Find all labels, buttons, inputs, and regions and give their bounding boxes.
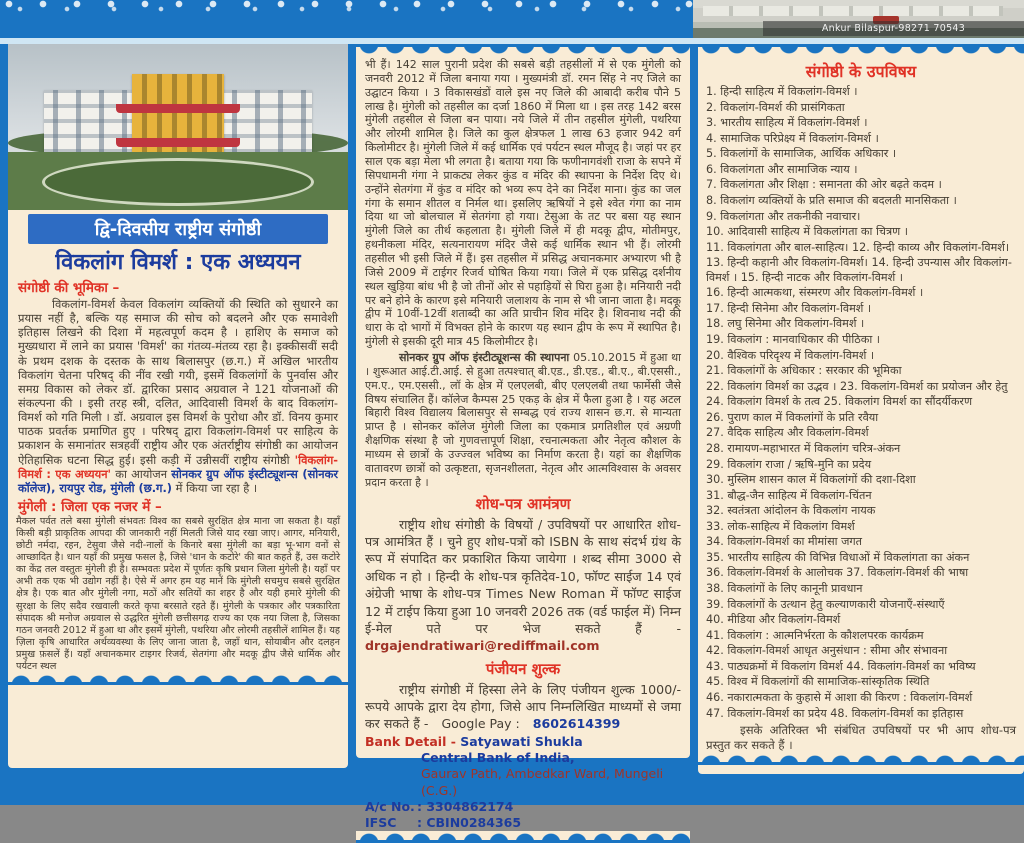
subtopic-item: 47. विकलांग-विमर्श का प्रदेय 48. विकलांग-विमर्श का इतिहास: [706, 706, 964, 720]
account-holder-name: Satyawati Shukla: [460, 733, 583, 749]
subtopic-item: 41. विकलांग : आत्मनिर्भरता के कौशलपरक कार्यक्रम: [706, 628, 924, 642]
middle-column: [356, 44, 690, 831]
gpay-number: 8602614399: [532, 716, 621, 732]
subtopic-item: 45. विश्व में विकलांगों की सामाजिक-सांस्कृतिक स्थिति: [706, 675, 930, 689]
role-text: में किया जा रहा है ।: [172, 480, 258, 495]
subtopic-item: 22. विकलांग विमर्श का उद्भव । 23. विकलांग-विमर्श का प्रयोजन और हेतु: [706, 379, 1008, 393]
bank-detail-label: Bank Detail -: [365, 733, 461, 749]
subtopic-item: 13. हिन्दी कहानी और विकलांग-विमर्श। 14. हिन्दी उपन्यास और विकलांग-विमर्श । 15. हिन्दी नाटक और विकलांग-विमर्श ।: [706, 256, 1012, 284]
subtopic-item: 7. विकलांगता और शिक्षा : समानता की ओर बढ़ते कदम ।: [706, 178, 942, 192]
role-text: विकलांग-विमर्श केवल विकलांग व्यक्तियों की स्थिति को सुधारने का प्रयास नहीं है, बल्कि यह समाज की सोच को बदलने और एक समावेशी इतिहास लिखने की दिशा में महत्वपूर्ण कदम है । हाशिए के समाज को मुख्यधारा में लाने का प्रयास 'विमर्श' का गंतव्य-मंतव्य रहा है। इक्कीसवीं सदी के प्रथम दशक के दस्तक के साथ बिलासपुर (छ.ग.) में अखिल भारतीय विकलांग चेतना परिषद् की नींव रखी गयी, इसमें विकलांगों के पुनर्वास और समग्र विकास को लेकर डॉ. द्वारिका प्रसाद अग्रवाल ने 121 योजनाओं की संकल्पना की । इसी तरह स्त्री, दलित, आदिवासी विमर्श के बाद विकलांग-विमर्श को गति मिली । डॉ. अग्रवाल इस विमर्श के पुरोधा और डॉ. विनय कुमार पाठक प्रवर्तक प्रमाणित हुए । परिषद् द्वारा विकलांग-विमर्श पर साहित्य के प्रकाशन के समानांतर सत्रहवीं राष्ट्रीय और एक अंतर्राष्ट्रीय संगोष्ठी का आयोजन ऐतिहासिक घटना सिद्ध हुई। इसी कड़ी में उन्नीसवीं राष्ट्रीय संगोष्ठी: [18, 297, 338, 467]
left-column: [8, 44, 348, 768]
registration-fee-heading: पंजीयन शुल्क: [485, 659, 561, 678]
page-title: विकलांग विमर्श : एक अध्ययन: [55, 250, 301, 275]
event-banner: द्वि-दिवसीय राष्ट्रीय संगोष्ठी: [28, 214, 328, 244]
subtopic-item: 42. विकलांग-विमर्श आधृत अनुसंधान : सीमा और संभावना: [706, 644, 948, 658]
bank-details: [365, 734, 681, 832]
venue-highlight: सोनकर ग्रुप ऑफ इंस्टीट्यूशन्स (सोनकर कॉलेज), रायपुर रोड, मुंगेली (छ.ग.): [18, 466, 338, 495]
gpay-label: Google Pay :: [441, 716, 524, 732]
subtopic-item: 24. विकलांग विमर्श के तत्व 25. विकलांग विमर्श का सौंदर्यीकरण: [706, 395, 973, 409]
paper-invite-paragraph: [365, 516, 681, 655]
registration-fee-paragraph: [365, 681, 681, 733]
subtopic-item: 34. विकलांग-विमर्श का मीमांसा जगत: [706, 535, 863, 549]
paper-invite-heading: शोध-पत्र आमंत्रण: [475, 494, 571, 513]
seminar-name-highlight: 'विकलांग-विमर्श : एक अध्ययन': [18, 452, 338, 481]
subtopics-list: [706, 85, 1016, 721]
subtopic-item: 43. पाठ्यक्रमों में विकलांग विमर्श 44. विकलांग-विमर्श का भविष्य: [706, 659, 976, 673]
seminar-role-paragraph: [18, 297, 338, 495]
red-awning: [116, 138, 240, 147]
wave-border-bottom: [8, 673, 348, 685]
top-banner-cropped-text: [0, 0, 695, 20]
additional-topics-note: इसके अतिरिक्त भी संबंधित उपविषयों पर भी आप शोध-पत्र प्रस्तुत कर सकते हैं ।: [706, 723, 1016, 753]
subtopic-item: 21. विकलांगों के अधिकार : सरकार की भूमिका: [706, 364, 902, 378]
subtopic-item: 8. विकलांग व्यक्तियों के प्रति समाज की बदलती मानसिकता ।: [706, 193, 957, 207]
wave-border-bottom: [356, 831, 690, 843]
subtopic-item: 9. विकलांगता और तकनीकी नवाचार।: [706, 209, 861, 223]
right-column: [698, 44, 1024, 774]
subtopic-item: 16. हिन्दी आत्मकथा, संस्मरण और विकलांग-विमर्श ।: [706, 286, 924, 300]
subtopic-item: 30. मुस्लिम शासन काल में विकलांगों की दशा-दिशा: [706, 473, 916, 487]
photo-credit: Ankur Bilaspur-98271 70543: [763, 21, 1024, 36]
account-number: : 3304862174: [417, 798, 514, 814]
subtopic-item: 11. विकलांगता और बाल-साहित्य। 12. हिन्दी काव्य और विकलांग-विमर्श।: [706, 240, 1010, 254]
subtopic-item: 4. सामाजिक परिप्रेक्ष्य में विकलांग-विमर्श ।: [706, 131, 879, 145]
seminar-role-heading: संगोष्ठी की भूमिका –: [18, 280, 120, 296]
subtopic-item: 18. लघु सिनेमा और विकलांग-विमर्श ।: [706, 317, 865, 331]
red-awning: [116, 104, 240, 113]
top-right-photo: [693, 0, 1024, 38]
bank-name: Central Bank of India,: [421, 750, 575, 766]
subtopic-item: 46. नकारात्मकता के कुहासे में आशा की किरण : विकलांग-विमर्श: [706, 690, 973, 704]
subtopic-item: 19. विकलांग : मानवाधिकार की पीठिका ।: [706, 333, 881, 346]
subtopics-heading: संगोष्ठी के उपविषय: [805, 62, 917, 81]
wave-border-top: [698, 44, 1024, 56]
college-intro-paragraph: [365, 351, 681, 490]
content-columns: [8, 44, 1024, 831]
subtopic-item: 26. पुराण काल में विकलांगों के प्रति रवैया: [706, 410, 879, 424]
subtopic-item: 2. विकलांग-विमर्श की प्रासंगिकता: [706, 100, 845, 114]
subtopic-item: 6. विकलांगता और सामाजिक न्याय ।: [706, 162, 858, 176]
subtopic-item: 32. स्वतंत्रता आंदोलन के विकलांग नायक: [706, 504, 876, 518]
lawn-oval: [42, 158, 314, 206]
invite-text: राष्ट्रीय शोध संगोष्ठी के विषयों / उपविषयों पर आधारित शोध-पत्र आमंत्रित हैं । चुने हुए शोध-पत्रों को ISBN के साथ संदर्भ ग्रंथ के रूप में संपादित कर प्रकाशित किया जायेगा । शब्द सीमा 3000 से अधिक न हो । हिन्दी के शोध-पत्र कृतिदेव-10, फॉण्ट साईज 14 एवं अंग्रेजी भाषा के शोध-पत्र Times New Roman में फॉण्ट साईज 12 में टाईप किया हुआ 10 जनवरी 2026 तक (वर्ड फाईल में) निम्न ई-मेल पते पर भेज सकते हैं -: [365, 516, 681, 636]
subtopic-item: 29. विकलांग राजा / ऋषि-मुनि का प्रदेय: [706, 457, 872, 471]
subtopic-item: 35. भारतीय साहित्य की विभिन्न विधाओं में विकलांगता का अंकन: [706, 550, 970, 564]
district-paragraph: मैकल पर्वत तले बसा मुंगेली संभवतः विश्व का सबसे सुरक्षित क्षेत्र माना जा सकता है। यहाँ किसी बड़ी प्राकृतिक आपदा की जानकारी नहीं मिलती जिसे याद रखा जाए। आगर, मनियारी, छोटी नर्मदा, रहन, टेसुवा जैसे नदी-नालों के किनारे बसा मुंगेली का बड़ा भू-भाग वनों से आच्छादित है। धान यहाँ की प्रमुख फसल है, जिसे 'धान के कटोरे' की बात कहते हैं, उस कटोरे का केंद्र तल वस्तुतः मुंगेली ही है। सम्भवतः प्रदेश में पूर्णतः कृषि प्रधान जिला मुंगेली है। यहाँ पर अभी तक एक भी उद्योग नहीं है। ऐसे में अगर हम यह मानें कि मुंगेली सचमुच सबसे सुरक्षित क्षेत्र है। एक बात और मुंगेली नगा, मठों और सतियों का शहर है और यही हमारे मुंगेली की सुरक्षा के लिए सदैव रखवाली करते कृपा बरसाते रहते हैं। मुंगेली के पत्रकार और पत्रकारिता संपादक श्री मनोज अग्रवाल से उद्धरित मुंगेली छत्तीसगढ़ राज्य का एक नया जिला है, जिसका गठन जनवरी 2012 में हुआ था और इसमें मुंगेली, पथरिया और लोरमी तहसीलें शामिल हैं। यह ज़िला कृषि आधारित अर्थव्यवस्था के लिए जाना जाता है, जहाँ धान, सोयाबीन और दलहन प्रमुख फ़सलें हैं। यहाँ अचानकमार टाइगर रिजर्व, सेतगंगा और मदकू द्वीप जैसे धार्मिक और पर्यटन स्थल: [16, 515, 340, 672]
bank-holder-line: [365, 734, 681, 750]
college-name-lead: सोनकर ग्रुप ऑफ इंस्टीट्यूशन्स की स्थापना: [399, 351, 570, 365]
subtopic-item: 38. विकलांगों के लिए कानूनी प्रावधान: [706, 582, 863, 595]
account-number-line: [365, 799, 681, 815]
campus-lawn: [8, 152, 348, 210]
subtopic-item: 3. भारतीय साहित्य में विकलांग-विमर्श ।: [706, 116, 868, 130]
college-intro-text: 05.10.2015 में हुआ था । शुरूआत आई.टी.आई. से हुआ तत्पश्चात् बी.एड., डी.एड., बी.ए., बी.एससी., एम.ए., एम.एससी., लॉ के क्षेत्र में एलएलबी, बीए एलएलबी तथा फार्मेसी जैसे विषय संचालित हैं। कॉलेज कैम्पस 25 एकड़ के क्षेत्र में फैला हुआ है । यह अटल बिहारी विश्व विद्यालय बिलासपुर से सम्बद्ध एवं राज्य शासन छ.ग. से मान्यता प्राप्त है । सोनकर कॉलेज मुंगेली जिला का एकमात्र प्रगतिशील एवं अग्रणी शैक्षणिक संस्था है जो गुणवत्तापूर्ण शिक्षा, रचनात्मकता और नेतृत्व कौशल के माध्यम से छात्रों के उज्ज्वल भविष्य का निर्माण करता है। यहां का शैक्षणिक वातावरण छात्रों को उत्कृष्टता, सृजनशीलता, नेतृत्व और आत्मविश्वास के अवसर प्रदान करता है ।: [365, 351, 681, 489]
subtopic-item: 33. लोक-साहित्य में विकलांग विमर्श: [706, 519, 855, 533]
top-banner: [0, 0, 1024, 38]
ifsc-label: IFSC: [365, 815, 397, 831]
district-continued-paragraph: भी हैं। 142 साल पुरानी प्रदेश की सबसे बड़ी तहसीलों में से एक मुंगेली को जनवरी 2012 में जिला बनाया गया । मुख्यमंत्री डॉ. रमन सिंह ने नए जिले का उद्घाटन किया । 3 विकासखंडों वाले इस नए जिले की आबादी करीब पौने 5 लाख है। मुंगेली को तहसील का दर्जा 1860 में मिला था । इस तरह 142 बरस मुंगेली तहसील से जिला बन पाया। नये जिले में तीन तहसील मुंगेली, पथरिया और लोरमी शामिल है। जिले का कुल क्षेत्रफल 1 लाख 63 हजार 942 वर्ग किलोमीटर है। मुंगेली जिले में कई धार्मिक एवं पर्यटन स्थल मौजूद है। जहां पर हर साल एक बड़ा मेला भी लगता है। बताया गया कि फणीनागवंशी राजा के सपने में सिपधामनी गंगा ने प्राकट्य लेकर कुंड व मंदिर की स्थापना के निर्देश दिए थे। उन्होंने सेतगंगा में कुंड व मंदिर को भव्य रूप देने का निर्देश माना। कुंड का जल गंगा के समान शीतल व निर्मल था। इसलिए ऋषियों ने इसे श्वेत गंगा का नाम दिया था जो बोलचाल में सेतगंगा हो गया। टेसुआ के तट पर बसा यह स्थान मुंगेली जिले का तीर्थ कहलाता है। मुंगेली जिले में ही मदकू द्वीप, मोतीमपुर, हथनीकला मंदिर, सत्यनारायण मंदिर जैसे कई धार्मिक स्थान भी हैं। लोरमी तहसील भी इसी जिले में हैं। इस तहसील में प्रसिद्ध अचानकमार अभ्यारण भी है जिसे 2009 में टाईगर रिजर्व घोषित किया गया। जिले में एक प्रसिद्ध दर्शनीय स्थल खुड़िया बांध भी है जो तीनों ओर से पहाड़ियों से घिरा हुआ है। मनियारी नदी पर बने होने के कारण इसे मनियारी जलाशय के नाम से भी जाना जाता है। मदकू द्वीप में 10वीं-12वीं शताब्दी का अति प्राचीन शिव मंदिर है। शिवनाथ नदी की धारा के दो भागों में विभक्त होने के कारण यह स्थान द्वीप के रूप में स्थापित है। मुंगेली से इसकी दूरी मात्र 45 किलोमीटर है।: [365, 58, 681, 349]
account-label: A/c No.: [365, 798, 415, 814]
ifsc-code: : CBIN0284365: [417, 815, 522, 831]
subtopic-item: 39. विकलांगों के उत्थान हेतु कल्याणकारी योजनाएँ-संस्थाएँ: [706, 597, 945, 611]
subtopic-item: 36. विकलांग-विमर्श के आलोचक 37. विकलांग-विमर्श की भाषा: [706, 566, 969, 580]
subtopic-item: 27. वैदिक साहित्य और विकलांग-विमर्श: [706, 426, 869, 440]
subtopic-item: 40. मीडिया और विकलांग-विमर्श: [706, 613, 841, 627]
fee-text: राष्ट्रीय संगोष्ठी में हिस्सा लेने के लिए पंजीयन शुल्क 1000/- रूपये आपके द्वारा देय होगा, जिसे आप निम्नलिखित माध्यमों से जमा कर सकते हैं -: [365, 681, 681, 732]
subtopic-item: 10. आदिवासी साहित्य में विकलांगता का चित्रण ।: [706, 225, 909, 239]
subtopic-item: 5. विकलांगों के सामाजिक, आर्थिक अधिकार ।: [706, 147, 897, 161]
subtopic-item: 28. रामायण-महाभारत में विकलांग चरित्र-अंकन: [706, 441, 901, 455]
ifsc-line: [365, 815, 681, 831]
building-roof-detail: [703, 6, 1003, 16]
subtopic-item: 31. बौद्ध-जैन साहित्य में विकलांग-चिंतन: [706, 488, 872, 502]
submission-email: drgajendratiwari@rediffmail.com: [365, 638, 600, 654]
subtopic-item: 17. हिन्दी सिनेमा और विकलांग-विमर्श ।: [706, 301, 872, 315]
bank-address: Gaurav Path, Ambedkar Ward, Mungeli (C.G.): [421, 766, 664, 798]
role-text: का आयोजन: [111, 466, 172, 481]
subtopic-item: 1. हिन्दी साहित्य में विकलांग-विमर्श ।: [706, 85, 858, 98]
subtopic-item: 20. वैश्विक परिदृश्य में विकलांग-विमर्श ।: [706, 348, 875, 362]
college-photo: [8, 44, 348, 210]
wave-border-top: [356, 44, 690, 56]
district-heading: मुंगेली : जिला एक नजर में –: [18, 498, 162, 515]
wave-border-bottom: [698, 753, 1024, 765]
